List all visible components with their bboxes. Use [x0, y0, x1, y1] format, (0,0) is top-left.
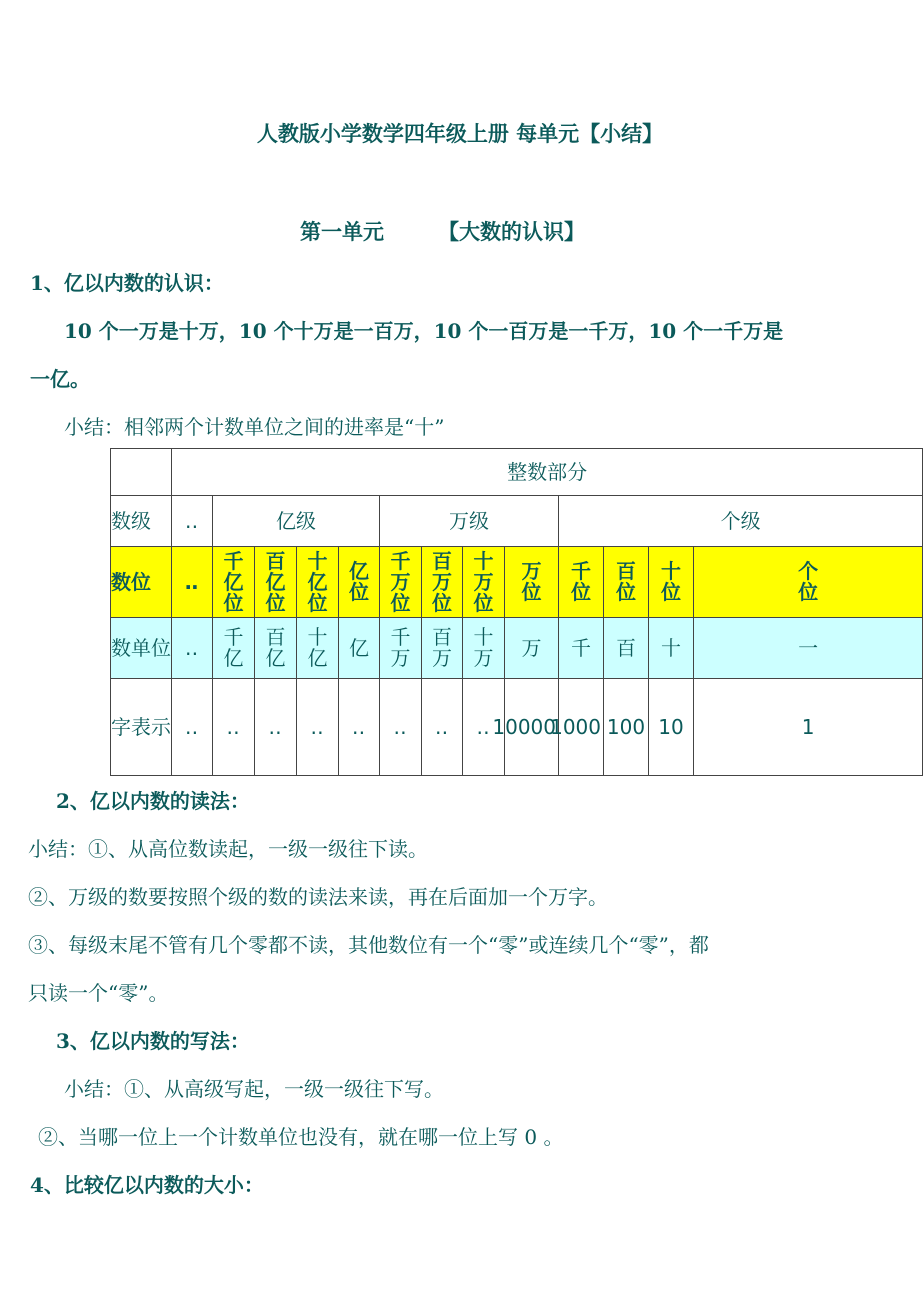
cell-char: 位 — [390, 590, 411, 615]
cell-char: 万 — [473, 569, 494, 594]
cell-char: 位 — [265, 590, 286, 615]
unit-cell — [255, 618, 297, 679]
cell-char: 位 — [432, 590, 452, 615]
cell-char: 个 — [798, 559, 819, 583]
number-cell: ‥ — [339, 679, 380, 776]
section1-summary: 小结：相邻两个计数单位之间的进率是“十” — [64, 415, 445, 439]
cell-char: 十 — [307, 548, 328, 573]
cell-char: 百 — [432, 548, 452, 573]
section3-heading: 3、亿以内数的写法： — [56, 1029, 250, 1053]
number-cell: 10000 — [505, 679, 559, 776]
cell-char: 亿 — [265, 646, 286, 670]
cell-char: 亿 — [265, 569, 286, 594]
place-cell — [604, 547, 649, 618]
unit-cell — [297, 618, 339, 679]
cell-char: 千 — [390, 548, 411, 573]
section2-rule3-line1: ③、每级末尾不管有几个零都不读，其他数位有一个“零”或连续几个“零”，都 — [28, 933, 709, 957]
number-cell: ‥ — [172, 679, 213, 776]
number-cell: ‥ — [422, 679, 463, 776]
level-ge: 个级 — [559, 496, 923, 547]
unit-topic: 【大数的认识】 — [438, 219, 585, 244]
place-cell — [422, 547, 463, 618]
place-cell — [339, 547, 380, 618]
unit-cell: 百 — [604, 618, 649, 679]
cell-char: 万 — [521, 559, 542, 583]
unit-cell — [213, 618, 255, 679]
place-cell — [297, 547, 339, 618]
number-cell: 10 — [649, 679, 694, 776]
place-cell — [559, 547, 604, 618]
cell-char: 千 — [223, 625, 244, 649]
place-cell — [213, 547, 255, 618]
place-cell: ‥ — [172, 547, 213, 618]
place-value-table — [110, 448, 923, 776]
cell-char: 万 — [390, 646, 411, 670]
cell-char: 万 — [390, 569, 411, 594]
section1-heading: 1、亿以内数的认识： — [30, 271, 224, 295]
cell-char: 亿 — [223, 569, 244, 594]
cell-char: 百 — [616, 559, 636, 583]
unit-cell: 千 — [559, 618, 604, 679]
number-cell: 1000 — [559, 679, 604, 776]
cell-char: 位 — [571, 580, 591, 604]
cell-char: 亿 — [223, 646, 244, 670]
cell-char: 百 — [432, 625, 452, 649]
document-title: 人教版小学数学四年级上册 每单元【小结】 — [256, 121, 664, 146]
number-cell: ‥ — [463, 679, 505, 776]
section1-line2: 一亿。 — [30, 367, 90, 391]
unit-row-label-text: 数单位 — [111, 636, 171, 660]
place-row-label: 数位 — [111, 547, 172, 618]
unit-cell — [422, 618, 463, 679]
level-yi: 亿级 — [213, 496, 380, 547]
section2-heading: 2、亿以内数的读法： — [56, 789, 250, 813]
number-cell: ‥ — [255, 679, 297, 776]
unit-cell: 一 — [694, 618, 923, 679]
place-cell — [694, 547, 923, 618]
unit-row-label — [111, 618, 172, 679]
unit-heading — [300, 219, 585, 245]
cell-char: 位 — [661, 580, 681, 604]
place-cell — [380, 547, 422, 618]
number-cell: ‥ — [297, 679, 339, 776]
cell-char: 十 — [307, 625, 328, 649]
level-row-label: 数级 — [111, 496, 172, 547]
section1-line1: 10 个一万是十万，10 个十万是一百万，10 个一百万是一千万，10 个一千万是 — [64, 319, 784, 343]
number-cell: ‥ — [213, 679, 255, 776]
level-dots: ‥ — [172, 496, 213, 547]
unit-cell: 亿 — [339, 618, 380, 679]
cell-char: 位 — [223, 590, 244, 615]
cell-char: 百 — [265, 548, 286, 573]
place-cell — [463, 547, 505, 618]
unit-cell — [463, 618, 505, 679]
number-cell: 100 — [604, 679, 649, 776]
cell-char: 亿 — [307, 569, 328, 594]
integer-part-header: 整数部分 — [172, 449, 923, 496]
cell-char: 万 — [473, 646, 494, 670]
table-corner — [111, 449, 172, 496]
section4-heading: 4、比较亿以内数的大小： — [30, 1173, 264, 1197]
section2-rule3-line2: 只读一个“零”。 — [28, 981, 169, 1005]
cell-char: 位 — [521, 580, 542, 604]
cell-char: 位 — [798, 580, 819, 604]
level-wan: 万级 — [380, 496, 559, 547]
cell-char: 十 — [473, 625, 494, 649]
cell-char: 千 — [571, 559, 591, 583]
number-cell: 1 — [694, 679, 923, 776]
section3-rule1: 小结：①、从高级写起，一级一级往下写。 — [64, 1077, 444, 1101]
cell-char: 亿 — [349, 559, 369, 583]
unit-cell: 十 — [649, 618, 694, 679]
cell-char: 千 — [390, 625, 411, 649]
cell-char: 万 — [432, 569, 452, 594]
section2-rule1: 小结：①、从高位数读起，一级一级往下读。 — [28, 837, 428, 861]
place-cell — [505, 547, 559, 618]
section2-rule2: ②、万级的数要按照个级的数的读法来读，再在后面加一个万字。 — [28, 885, 608, 909]
cell-char: 位 — [307, 590, 328, 615]
cell-char: 位 — [616, 580, 636, 604]
section3-rule2: ②、当哪一位上一个计数单位也没有，就在哪一位上写 0 。 — [38, 1125, 564, 1149]
cell-char: 百 — [265, 625, 286, 649]
unit-cell: ‥ — [172, 618, 213, 679]
cell-char: 万 — [432, 646, 452, 670]
number-row-label — [111, 679, 172, 776]
cell-char: 千 — [223, 548, 244, 573]
place-cell — [255, 547, 297, 618]
cell-char: 位 — [349, 580, 369, 604]
unit-cell: 万 — [505, 618, 559, 679]
cell-char: 位 — [473, 590, 494, 615]
cell-char: 亿 — [307, 646, 328, 670]
unit-name: 第一单元 — [300, 219, 384, 244]
cell-char: 十 — [473, 548, 494, 573]
place-cell — [649, 547, 694, 618]
unit-cell — [380, 618, 422, 679]
number-cell: ‥ — [380, 679, 422, 776]
number-row-label-text: 字表示 — [111, 715, 171, 739]
cell-char: 十 — [661, 559, 681, 583]
